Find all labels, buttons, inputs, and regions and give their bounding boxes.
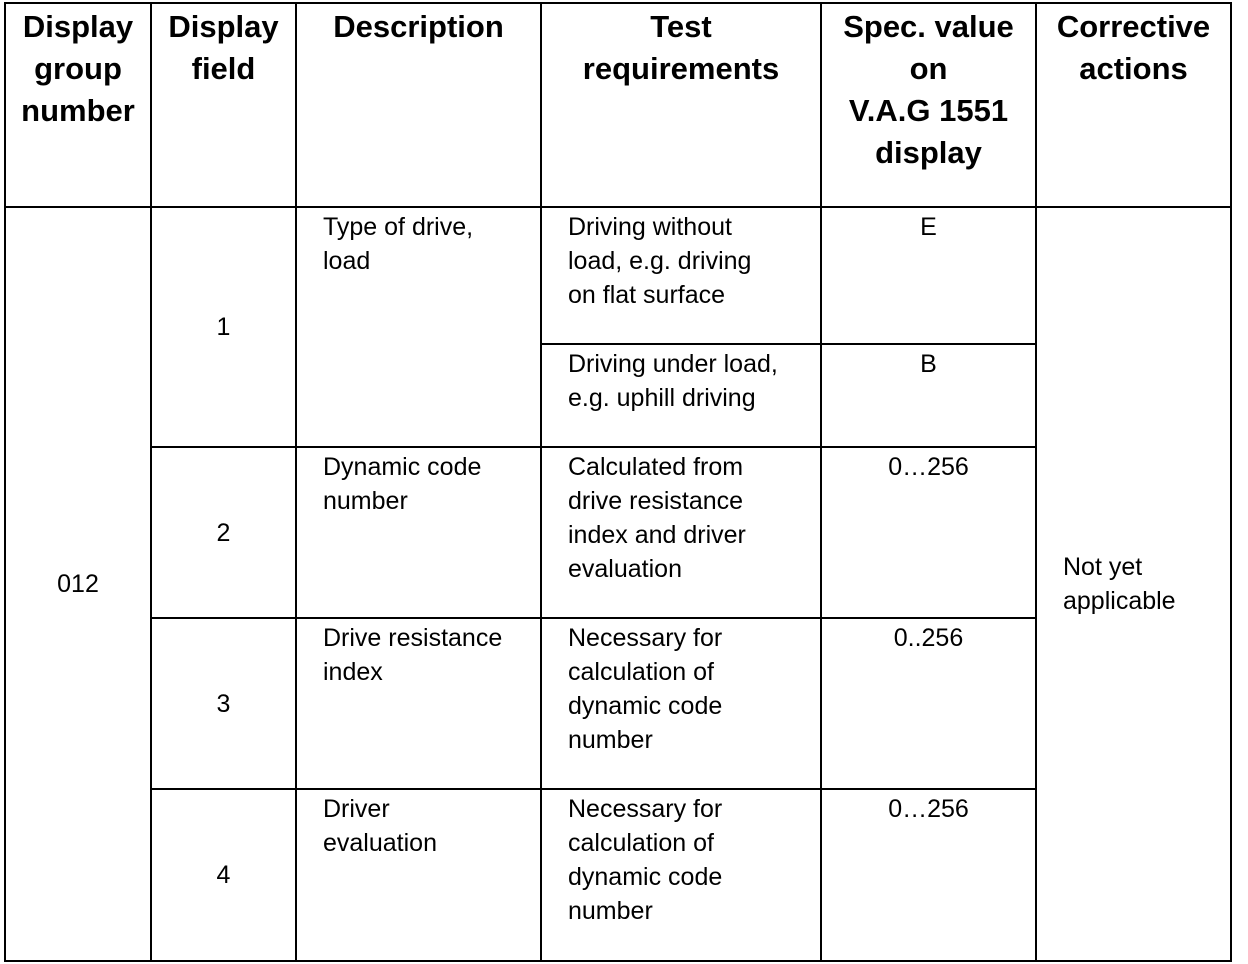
test-requirement-cell: Calculated from drive resistance index and driver evaluation <box>541 447 821 618</box>
header-description: Description <box>296 3 541 207</box>
header-corrective-actions: Corrective actions <box>1036 3 1231 207</box>
field-cell: 1 <box>151 207 296 447</box>
test-requirement-cell: Necessary for calculation of dynamic code number <box>541 618 821 789</box>
test-requirement-cell: Driving without load, e.g. driving on flat surface <box>541 207 821 344</box>
spec-value-cell: 0…256 <box>821 789 1036 961</box>
test-requirement-cell: Necessary for calculation of dynamic code number <box>541 789 821 961</box>
header-group-number: Display group number <box>5 3 151 207</box>
spec-table-wrapper <box>4 2 1230 960</box>
field-cell: 2 <box>151 447 296 618</box>
header-test-requirements: Test requirements <box>541 3 821 207</box>
spec-value-cell: 0…256 <box>821 447 1036 618</box>
header-spec-value: Spec. value on V.A.G 1551 display <box>821 3 1036 207</box>
field-cell: 3 <box>151 618 296 789</box>
field-cell: 4 <box>151 789 296 961</box>
spec-value-cell: B <box>821 344 1036 447</box>
description-cell: Driver evaluation <box>296 789 541 961</box>
corrective-actions-cell: Not yet applicable <box>1036 207 1231 961</box>
group-number-cell: 012 <box>5 207 151 961</box>
test-requirement-cell: Driving under load, e.g. uphill driving <box>541 344 821 447</box>
header-row <box>5 3 1231 207</box>
display-group-table <box>4 2 1232 962</box>
header-display-field: Display field <box>151 3 296 207</box>
table-row <box>5 207 1231 344</box>
spec-value-cell: E <box>821 207 1036 344</box>
description-cell: Dynamic code number <box>296 447 541 618</box>
spec-value-cell: 0..256 <box>821 618 1036 789</box>
description-cell: Drive resistance index <box>296 618 541 789</box>
description-cell: Type of drive, load <box>296 207 541 447</box>
